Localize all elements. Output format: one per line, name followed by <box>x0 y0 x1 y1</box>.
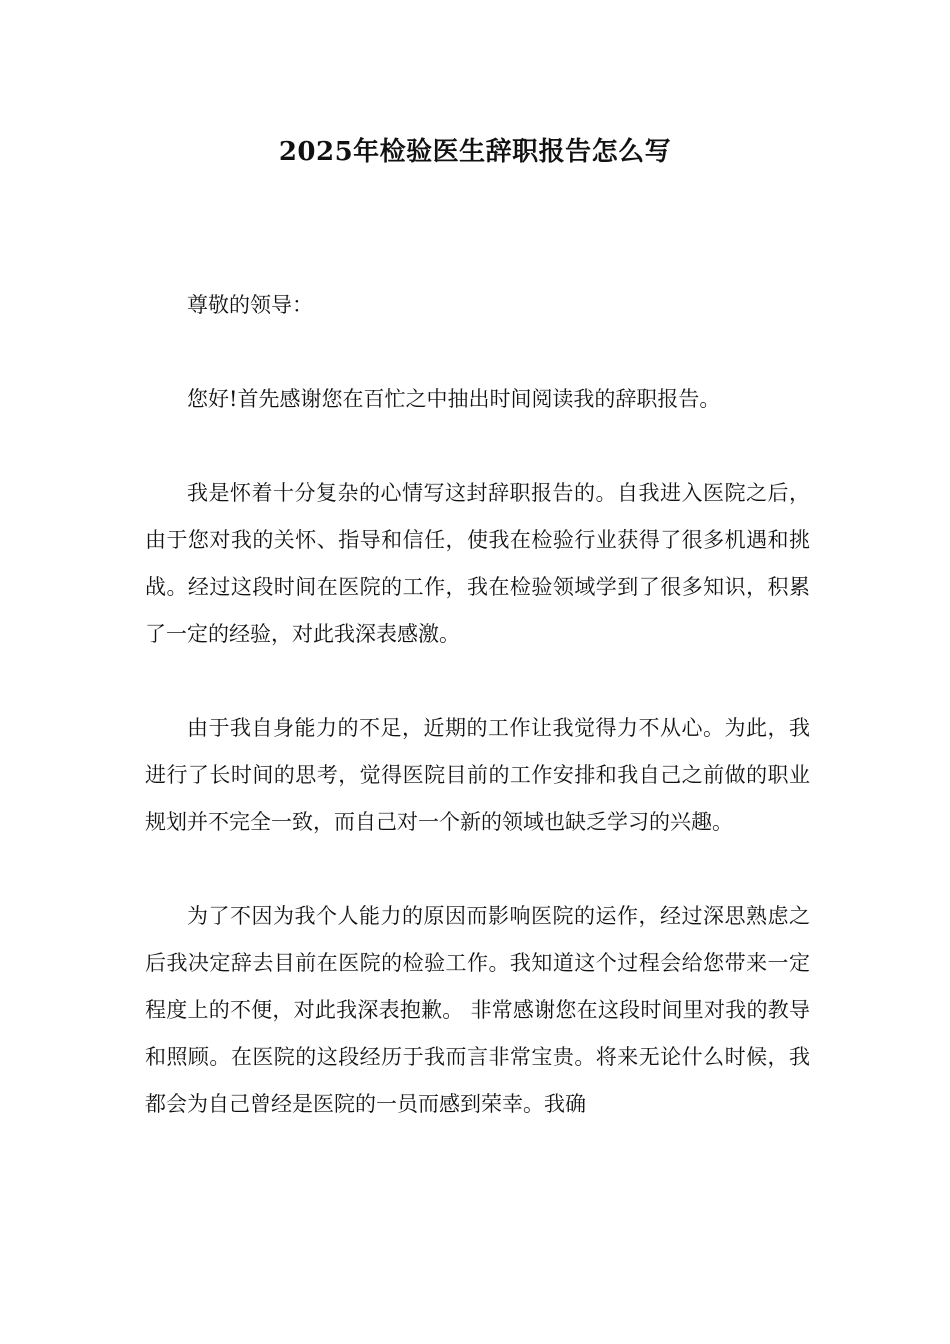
paragraph-3: 由于我自身能力的不足，近期的工作让我觉得力不从心。为此，我进行了长时间的思考，觉得医院目前的工作安排和我自己之前做的职业规划并不完全一致，而自己对一个新的领域也缺乏学习的兴趣。 <box>145 716 810 834</box>
paragraph-1: 您好!首先感谢您在百忙之中抽出时间阅读我的辞职报告。 <box>187 387 721 411</box>
document-title: 2025年检验医生辞职报告怎么写 <box>278 137 672 167</box>
paragraph-2: 我是怀着十分复杂的心情写这封辞职报告的。自我进入医院之后，由于您对我的关怀、指导和信任，使我在检验行业获得了很多机遇和挑战。经过这段时间在医院的工作，我在检验领域学到了很多知识，积累了一定的经验，对此我深表感激。 <box>145 481 810 646</box>
salutation: 尊敬的领导： <box>187 293 313 317</box>
document-body <box>145 282 810 1128</box>
paragraph-4: 为了不因为我个人能力的原因而影响医院的运作，经过深思熟虑之后我决定辞去目前在医院的检验工作。我知道这个过程会给您带来一定程度上的不便，对此我深表抱歉。 非常感谢您在这段时间里对我的教导和照顾。在医院的这段经历于我而言非常宝贵。将来无论什么时候，我都会为自己曾经是医院的一员而感到荣幸。我确 <box>145 904 810 1116</box>
